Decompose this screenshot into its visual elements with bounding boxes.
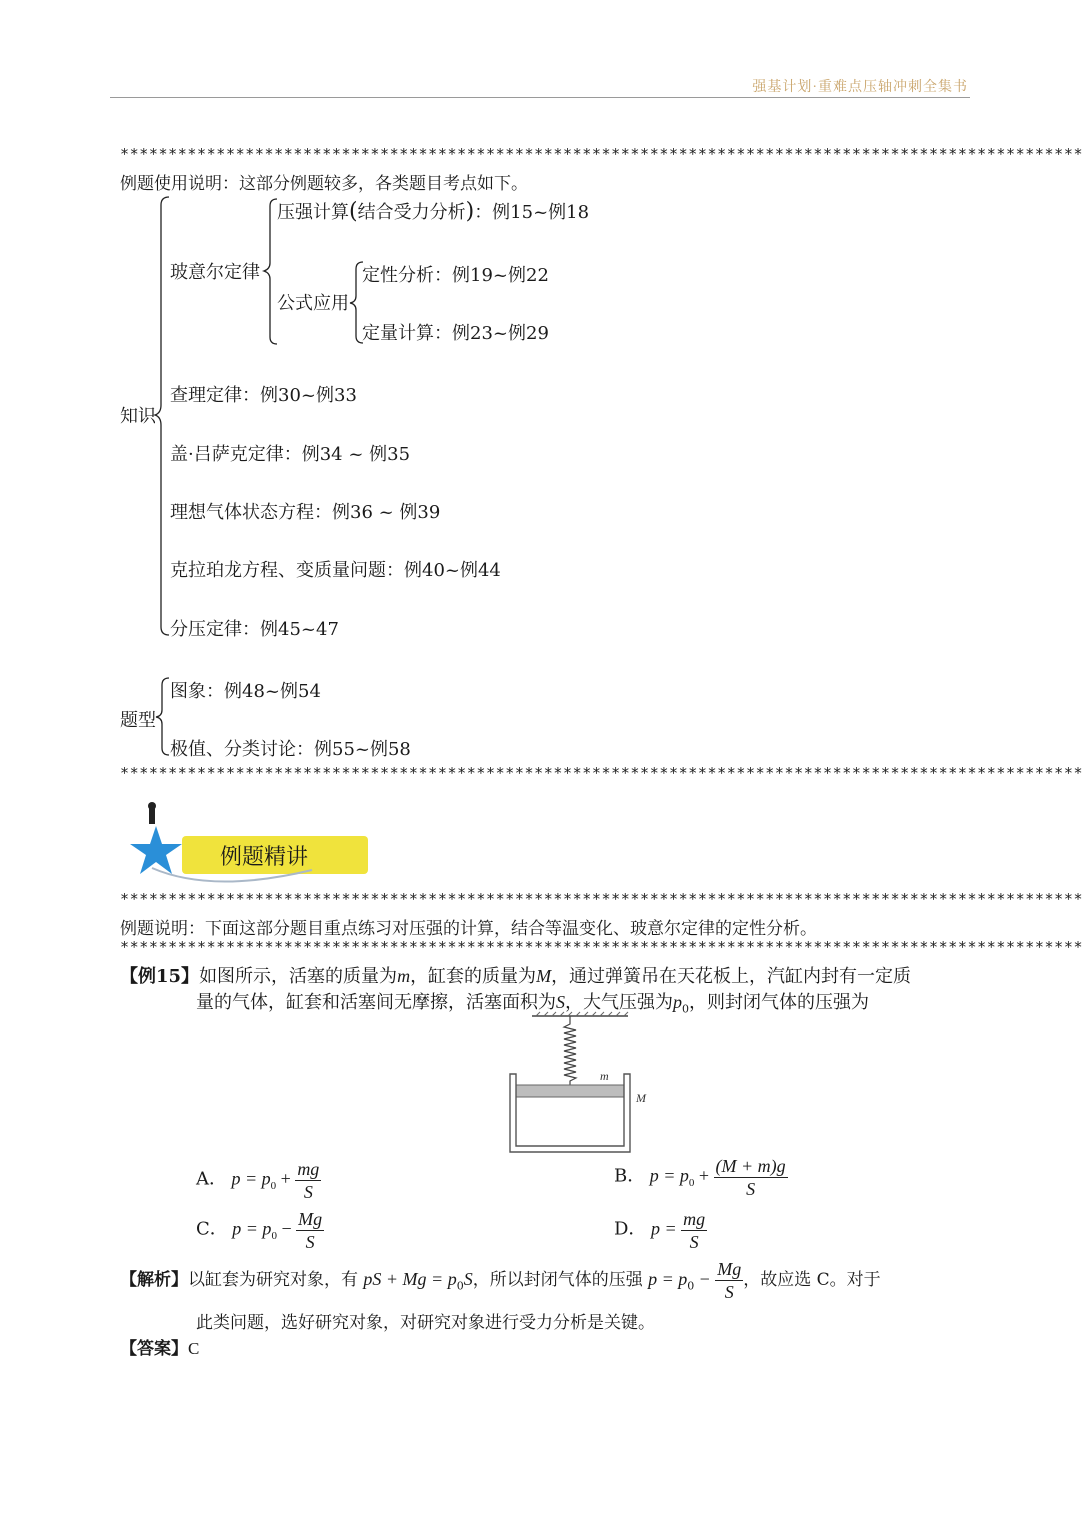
separator-lower-1: ****************************************************************************************************	[120, 890, 1083, 908]
tree-boyier: 玻意尔定律	[170, 262, 260, 283]
answer-line	[120, 1334, 199, 1359]
header-rule	[110, 97, 970, 98]
problem-line2: 量的气体，缸套和活塞间无摩擦，活塞面积为S，大气压强为$p_0$，则封闭气体的压强为	[196, 992, 869, 1016]
separator-middle: ****************************************************************************************************	[120, 764, 1083, 782]
problem-line1: 【例15】如图所示，活塞的质量为m，缸套的质量为M，通过弹簧吊在天花板上，汽缸内封有一定质	[120, 966, 912, 987]
tree-dingxing: 定性分析：例19~例22	[362, 265, 549, 286]
tree-gailusa: 盖·吕萨克定律：例34 ~ 例35	[170, 444, 411, 465]
solution-tag: 【解析】	[120, 1270, 188, 1290]
option-a[interactable]: A． $p = p_0$ + $\frac{mg}{S}$	[196, 1159, 320, 1202]
tree-chali: 查理定律：例30~例33	[170, 385, 357, 406]
header-title: 强基计划·重难点压轴冲刺全集书	[752, 80, 968, 95]
option-b[interactable]: B． $p = p_0$ + $\frac{(M + m)g}{S}$	[614, 1156, 786, 1199]
tree-yaqiang: 压强计算(结合受力分析)：例15~例18	[277, 199, 590, 224]
tree-fenya: 分压定律：例45~47	[170, 619, 339, 640]
solution-line2: 此类问题，选好研究对象，对研究对象进行受力分析是关键。	[196, 1313, 655, 1333]
tree-zhishi: 知识	[120, 406, 156, 427]
spring	[564, 1016, 576, 1085]
solution-line1: 【解析】以缸套为研究对象，有 pS + $Mg = p_0S$，所以封闭气体的压强 $p = p_0$ − $\frac{Mg}{S}$ ，故应选 C。对于	[120, 1259, 881, 1302]
piston	[516, 1085, 624, 1097]
option-d[interactable]: D． p = $\frac{mg}{S}$	[614, 1209, 706, 1252]
problem-tag: 【例15】	[120, 966, 200, 987]
option-c[interactable]: C． $p = p_0$ − $\frac{Mg}{S}$	[196, 1209, 323, 1252]
tree-kela: 克拉珀龙方程、变质量问题：例40~例44	[170, 560, 501, 581]
separator-top: ****************************************************************************************************	[120, 145, 1083, 163]
explain-text: 例题说明：下面这部分题目重点练习对压强的计算，结合等温变化、玻意尔定律的定性分析。	[120, 919, 817, 939]
answer-value: C	[188, 1339, 200, 1358]
answer-tag: 【答案】	[120, 1339, 188, 1359]
label-M: M	[636, 1091, 646, 1105]
tree-lixiang: 理想气体状态方程：例36 ~ 例39	[170, 502, 441, 523]
label-m: m	[600, 1069, 609, 1083]
tree-jizhi: 极值、分类讨论：例55~例58	[170, 739, 411, 760]
banner-label: 例题精讲	[220, 845, 309, 870]
tree-dingliang: 定量计算：例23~例29	[362, 323, 549, 344]
tree-tuxiang: 图象：例48~例54	[170, 681, 321, 702]
tree-tixing: 题型	[120, 710, 156, 731]
separator-lower-2: ****************************************************************************************************	[120, 938, 1083, 956]
tree-gongshi: 公式应用	[277, 293, 349, 314]
cylinder-figure	[500, 1012, 660, 1157]
star-icon	[130, 826, 182, 874]
usage-intro: 例题使用说明：这部分例题较多，各类题目考点如下。	[120, 174, 528, 194]
